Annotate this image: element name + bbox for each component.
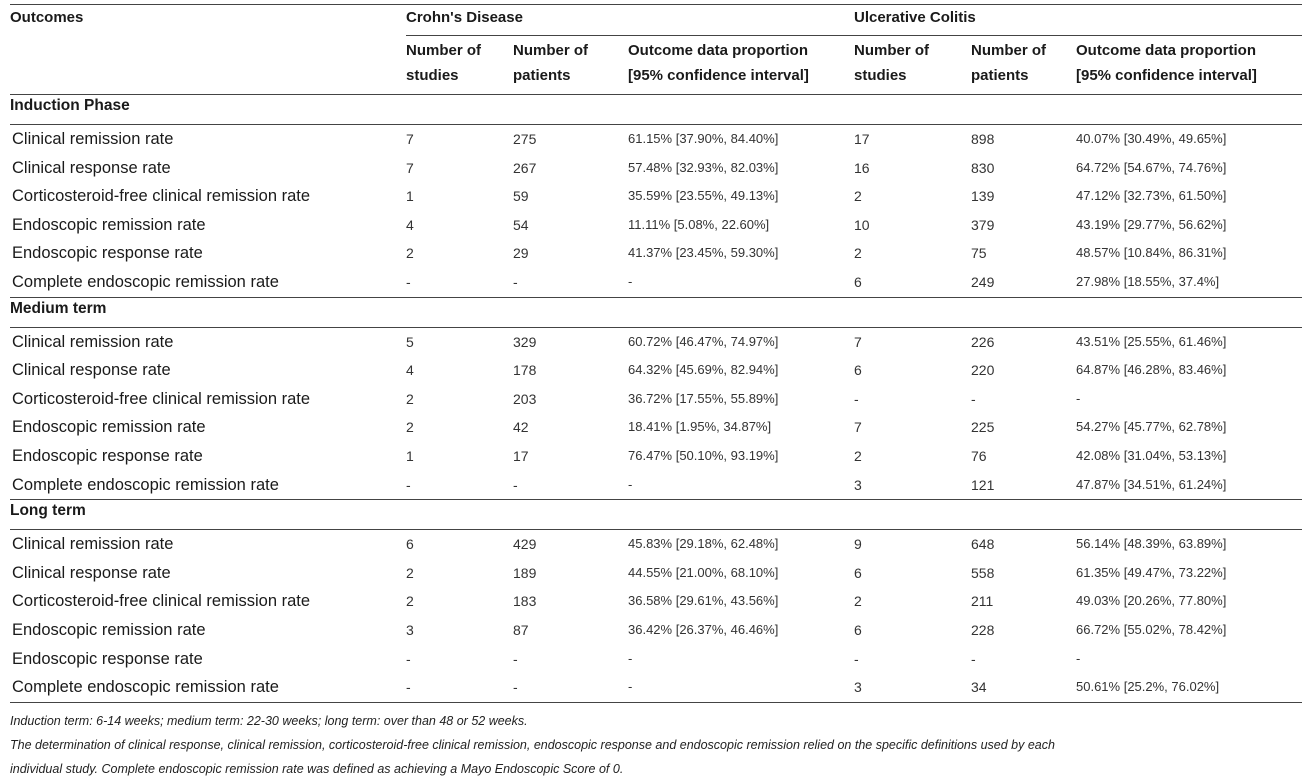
- outcome-label: Clinical response rate: [12, 158, 171, 177]
- cd-proportion-cell: 36.42% [26.37%, 46.46%]: [628, 621, 779, 637]
- outcome-label: Complete endoscopic remission rate: [10, 673, 406, 702]
- uc-proportion-cell: 47.12% [32.73%, 61.50%]: [1076, 188, 1227, 204]
- uc-studies-cell: -: [854, 390, 859, 407]
- uc-proportion-cell: 61.35% [49.47%, 73.22%]: [1076, 564, 1227, 580]
- uc-patients-cell: -: [971, 650, 976, 667]
- cd-patients-cell: 329: [513, 333, 537, 350]
- uc-studies-cell: 2: [854, 188, 862, 205]
- uc-studies-cell: 9: [854, 536, 862, 553]
- cd-patients-cell: -: [513, 650, 518, 667]
- uc-patients-cell: 648: [971, 536, 995, 553]
- uc-proportion-header-line1: Outcome data proportion: [1076, 42, 1256, 59]
- outcomes-header: Outcomes: [10, 9, 84, 26]
- outcome-label: Clinical response rate: [12, 361, 171, 380]
- uc-patients-cell: 226: [971, 333, 995, 350]
- cd-proportion-cell: 18.41% [1.95%, 34.87%]: [628, 419, 772, 435]
- uc-proportion-cell: -: [1076, 390, 1081, 406]
- table-row: [10, 471, 1302, 500]
- uc-studies-cell: 3: [854, 471, 971, 500]
- uc-patients-cell: 211: [971, 593, 994, 610]
- uc-studies-cell: 6: [854, 268, 971, 297]
- uc-proportion-cell: 56.14% [48.39%, 63.89%]: [1076, 536, 1227, 552]
- cd-studies-cell: 6: [406, 536, 414, 553]
- uc-studies-cell: 2: [854, 245, 862, 262]
- cd-studies-cell: 1: [406, 447, 414, 464]
- uc-proportion-cell: 50.61% [25.2%, 76.02%]: [1076, 673, 1302, 702]
- uc-patients-cell: 76: [971, 447, 987, 464]
- uc-studies-cell: 17: [854, 131, 870, 147]
- outcome-label: Endoscopic remission rate: [12, 418, 206, 437]
- outcome-label: Clinical remission rate: [12, 130, 174, 148]
- cd-studies-header-line2: studies: [406, 67, 459, 84]
- cd-proportion-cell: 64.32% [45.69%, 82.94%]: [628, 362, 779, 378]
- uc-studies-cell: 16: [854, 159, 870, 176]
- cd-proportion-cell: 76.47% [50.10%, 93.19%]: [628, 447, 779, 463]
- table-row: [10, 559, 1302, 588]
- uc-proportion-header: [1076, 36, 1302, 95]
- cd-patients-cell: 267: [513, 159, 537, 176]
- cd-patients-cell: -: [513, 471, 628, 500]
- cd-patients-cell: 54: [513, 216, 529, 233]
- uc-patients-cell: 139: [971, 188, 995, 205]
- outcome-label: Endoscopic response rate: [12, 244, 203, 263]
- uc-patients-cell: -: [971, 390, 976, 407]
- cd-patients-cell: -: [513, 268, 628, 297]
- cd-studies-cell: 4: [406, 362, 414, 379]
- cd-proportion-cell: 41.37% [23.45%, 59.30%]: [628, 245, 779, 261]
- cd-patients-cell: 275: [513, 131, 537, 147]
- table-row: [10, 645, 1302, 674]
- uc-proportion-cell: 40.07% [30.49%, 49.65%]: [1076, 131, 1227, 146]
- outcome-label: Endoscopic remission rate: [12, 215, 206, 234]
- uc-studies-cell: -: [854, 650, 859, 667]
- cd-patients-cell: 429: [513, 536, 537, 553]
- table-body: [10, 95, 1302, 703]
- cd-patients-cell: 42: [513, 419, 529, 436]
- uc-proportion-cell: 27.98% [18.55%, 37.4%]: [1076, 268, 1302, 297]
- table-row: [10, 616, 1302, 645]
- cd-studies-cell: 3: [406, 621, 414, 638]
- cd-patients-cell: 189: [513, 564, 537, 581]
- outcome-label: Endoscopic response rate: [12, 446, 203, 465]
- uc-proportion-header-line2: [95% confidence interval]: [1076, 67, 1257, 84]
- cd-proportion-cell: 35.59% [23.55%, 49.13%]: [628, 188, 779, 204]
- outcomes-table: [10, 4, 1302, 703]
- cd-studies-cell: -: [406, 673, 513, 702]
- uc-proportion-cell: 43.19% [29.77%, 56.62%]: [1076, 216, 1227, 232]
- cd-proportion-cell: -: [628, 268, 854, 297]
- cd-patients-cell: 178: [513, 362, 537, 379]
- uc-patients-cell: 75: [971, 245, 987, 262]
- cd-studies-cell: -: [406, 650, 411, 667]
- uc-proportion-cell: -: [1076, 650, 1081, 666]
- cd-patients-cell: 29: [513, 245, 529, 262]
- uc-patients-cell: 228: [971, 621, 995, 638]
- table-row: [10, 673, 1302, 702]
- note-terms: Induction term: 6-14 weeks; medium term: 22-30 weeks; long term: over than 48 or 52 weeks.: [10, 713, 528, 728]
- uc-patients-cell: 249: [971, 268, 1076, 297]
- uc-proportion-cell: 64.87% [46.28%, 83.46%]: [1076, 362, 1227, 378]
- cd-studies-cell: 7: [406, 159, 414, 176]
- outcome-label: Endoscopic response rate: [12, 649, 203, 668]
- uc-patients-cell: 830: [971, 159, 995, 176]
- cd-studies-cell: -: [406, 268, 513, 297]
- uc-patients-header: [971, 36, 1076, 95]
- uc-proportion-cell: 43.51% [25.55%, 61.46%]: [1076, 333, 1227, 349]
- uc-proportion-cell: 47.87% [34.51%, 61.24%]: [1076, 471, 1302, 500]
- section-header-row: [10, 500, 1302, 530]
- table-row: [10, 211, 1302, 240]
- note-definitions-line1: The determination of clinical response, clinical remission, corticosteroid-free clinical remission, endoscopic response and endoscopic remission relied on the specific definitions used by each: [10, 737, 1055, 752]
- cd-proportion-header: [628, 36, 854, 95]
- section-header-row: [10, 297, 1302, 327]
- header-row-columns: [10, 36, 1302, 95]
- section-title: Medium term: [10, 297, 1302, 327]
- uc-studies-header: [854, 36, 971, 95]
- cd-proportion-cell: 36.72% [17.55%, 55.89%]: [628, 390, 779, 406]
- outcomes-header-spacer: [10, 36, 406, 95]
- cd-patients-cell: 59: [513, 188, 529, 205]
- cd-proportion-cell: -: [628, 471, 854, 500]
- cd-studies-cell: 4: [406, 216, 414, 233]
- table-row: [10, 239, 1302, 268]
- uc-studies-cell: 2: [854, 593, 862, 610]
- uc-proportion-cell: 49.03% [20.26%, 77.80%]: [1076, 593, 1227, 609]
- table-row: [10, 268, 1302, 297]
- cd-proportion-header-line2: [95% confidence interval]: [628, 67, 809, 84]
- table-row: [10, 413, 1302, 442]
- outcome-label: Clinical remission rate: [12, 535, 174, 554]
- cd-proportion-cell: -: [628, 673, 854, 702]
- uc-patients-header-line1: Number of: [971, 42, 1046, 59]
- cd-patients-header-line1: Number of: [513, 42, 588, 59]
- section-title: Induction Phase: [10, 95, 1302, 125]
- outcome-label: Complete endoscopic remission rate: [10, 268, 406, 297]
- uc-patients-cell: 121: [971, 471, 1076, 500]
- uc-studies-cell: 3: [854, 673, 971, 702]
- cd-studies-cell: 7: [406, 131, 414, 147]
- cd-proportion-header-line1: Outcome data proportion: [628, 42, 808, 59]
- cd-patients-header: [513, 36, 628, 95]
- note-definitions-line2: individual study. Complete endoscopic remission rate was defined as achieving a Mayo Endoscopic Score of 0.: [10, 761, 624, 776]
- uc-proportion-cell: 42.08% [31.04%, 53.13%]: [1076, 447, 1227, 463]
- cd-proportion-cell: 61.15% [37.90%, 84.40%]: [628, 131, 779, 146]
- header-row-groups: [10, 5, 1302, 36]
- uc-proportion-cell: 64.72% [54.67%, 74.76%]: [1076, 159, 1227, 175]
- cd-studies-cell: 2: [406, 245, 414, 262]
- cd-studies-cell: -: [406, 471, 513, 500]
- outcome-label: Corticosteroid-free clinical remission rate: [12, 592, 311, 611]
- cd-proportion-cell: 60.72% [46.47%, 74.97%]: [628, 333, 779, 349]
- uc-patients-cell: 898: [971, 131, 995, 147]
- uc-studies-cell: 6: [854, 362, 862, 379]
- cd-proportion-cell: -: [628, 650, 633, 666]
- table-row: [10, 385, 1302, 414]
- cd-studies-cell: 5: [406, 333, 414, 350]
- outcome-label: Clinical response rate: [12, 563, 171, 582]
- uc-proportion-cell: 54.27% [45.77%, 62.78%]: [1076, 419, 1227, 435]
- outcome-label: Clinical remission rate: [12, 332, 174, 351]
- cd-proportion-cell: 11.11% [5.08%, 22.60%]: [628, 216, 770, 232]
- cd-patients-cell: 87: [513, 621, 529, 638]
- table-row: [10, 125, 1302, 154]
- uc-studies-cell: 2: [854, 447, 862, 464]
- uc-patients-cell: 220: [971, 362, 995, 379]
- cd-patients-cell: -: [513, 673, 628, 702]
- cd-studies-cell: 2: [406, 390, 414, 407]
- cd-studies-header-line1: Number of: [406, 42, 481, 59]
- crohns-disease-header: Crohn's Disease: [406, 5, 854, 36]
- cd-studies-header: [406, 36, 513, 95]
- cd-patients-cell: 203: [513, 390, 537, 407]
- outcome-label: Corticosteroid-free clinical remission rate: [12, 187, 311, 206]
- outcome-label: Endoscopic remission rate: [12, 620, 206, 639]
- table-row: [10, 327, 1302, 356]
- uc-studies-cell: 10: [854, 216, 870, 233]
- cd-patients-cell: 17: [513, 447, 529, 464]
- cd-proportion-cell: 45.83% [29.18%, 62.48%]: [628, 536, 779, 552]
- cd-studies-cell: 2: [406, 564, 414, 581]
- uc-studies-cell: 7: [854, 333, 862, 350]
- section-title: Long term: [10, 500, 1302, 530]
- table-row: [10, 356, 1302, 385]
- cd-studies-cell: 1: [406, 188, 414, 205]
- outcome-label: Complete endoscopic remission rate: [10, 471, 406, 500]
- cd-patients-cell: 183: [513, 593, 537, 610]
- table-row: [10, 442, 1302, 471]
- uc-studies-cell: 7: [854, 419, 862, 436]
- uc-proportion-cell: 48.57% [10.84%, 86.31%]: [1076, 245, 1227, 261]
- cd-studies-cell: 2: [406, 419, 414, 436]
- uc-studies-header-line2: studies: [854, 67, 907, 84]
- cd-proportion-cell: 36.58% [29.61%, 43.56%]: [628, 593, 779, 609]
- uc-patients-cell: 34: [971, 673, 1076, 702]
- table-row: [10, 530, 1302, 559]
- section-header-row: [10, 95, 1302, 125]
- cd-proportion-cell: 44.55% [21.00%, 68.10%]: [628, 564, 779, 580]
- uc-studies-cell: 6: [854, 621, 862, 638]
- uc-patients-cell: 558: [971, 564, 995, 581]
- cd-patients-header-line2: patients: [513, 67, 571, 84]
- uc-studies-header-line1: Number of: [854, 42, 929, 59]
- outcome-label: Corticosteroid-free clinical remission rate: [12, 389, 311, 408]
- outcomes-table-container: [10, 4, 1302, 781]
- table-row: [10, 182, 1302, 211]
- table-row: [10, 154, 1302, 183]
- uc-patients-cell: 379: [971, 216, 995, 233]
- uc-patients-cell: 225: [971, 419, 995, 436]
- table-notes: [10, 709, 1302, 781]
- uc-studies-cell: 6: [854, 564, 862, 581]
- uc-proportion-cell: 66.72% [55.02%, 78.42%]: [1076, 621, 1227, 637]
- table-row: [10, 587, 1302, 616]
- cd-studies-cell: 2: [406, 593, 414, 610]
- ulcerative-colitis-header: Ulcerative Colitis: [854, 5, 1302, 36]
- uc-patients-header-line2: patients: [971, 67, 1029, 84]
- cd-proportion-cell: 57.48% [32.93%, 82.03%]: [628, 159, 779, 175]
